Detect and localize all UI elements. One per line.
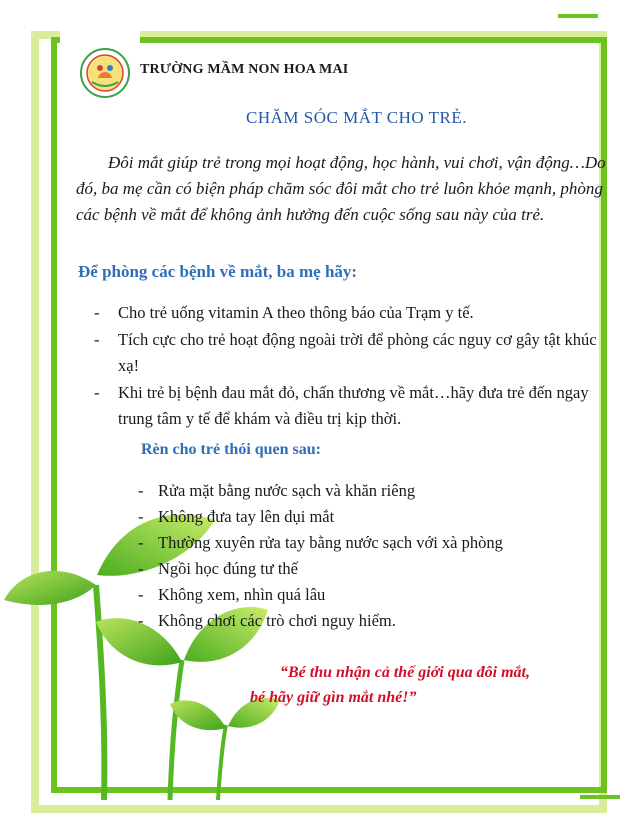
section1-list [94, 300, 614, 433]
section2-list [138, 478, 598, 634]
list-item: - Không xem, nhìn quá lâu [138, 585, 326, 604]
list-item: - Không đưa tay lên dụi mắt [138, 507, 335, 526]
list-item: - Tích cực cho trẻ hoạt động ngoài trời để phòng các nguy cơ gây tật khúc xạ! [94, 330, 597, 375]
quote-line-2: bé hãy giữ gìn mắt nhé!” [250, 689, 417, 706]
closing-quote [250, 660, 610, 710]
list-item: - Cho trẻ uống vitamin A theo thông báo của Trạm y tế. [94, 303, 474, 322]
list-item: - Không chơi các trò chơi nguy hiểm. [138, 611, 396, 630]
list-item: - Rửa mặt bằng nước sạch và khăn riêng [138, 481, 416, 500]
list-item: - Ngồi học đúng tư thế [138, 559, 299, 578]
section1-heading: Để phòng các bệnh về mắt, ba mẹ hãy: [78, 262, 358, 281]
quote-line-1: “Bé thu nhận cả thế giới qua đôi mắt, [280, 664, 530, 681]
list-item: - Thường xuyên rửa tay bằng nước sạch với xà phòng [138, 533, 503, 552]
intro-paragraph [76, 150, 606, 228]
section2-heading: Rèn cho trẻ thói quen sau: [141, 441, 322, 458]
list-item: - Khi trẻ bị bệnh đau mắt đỏ, chấn thương về mắt…hãy đưa trẻ đến ngay trung tâm y tế để khám và điều trị kịp thời. [94, 383, 589, 428]
page-title: CHĂM SÓC MẮT CHO TRẺ. [246, 108, 467, 127]
school-name: TRƯỜNG MẦM NON HOA MAI [140, 62, 349, 77]
intro-text: Đôi mắt giúp trẻ trong mọi hoạt động, học hành, vui chơi, vận động…Do đó, ba mẹ cần có biện pháp chăm sóc đôi mắt cho trẻ luôn khỏe mạnh, phòng các bệnh về mắt để không ảnh hưởng đến cuộc sống sau này của trẻ. [76, 153, 606, 224]
sprout-right-icon [170, 698, 280, 800]
school-logo-icon [80, 48, 130, 98]
